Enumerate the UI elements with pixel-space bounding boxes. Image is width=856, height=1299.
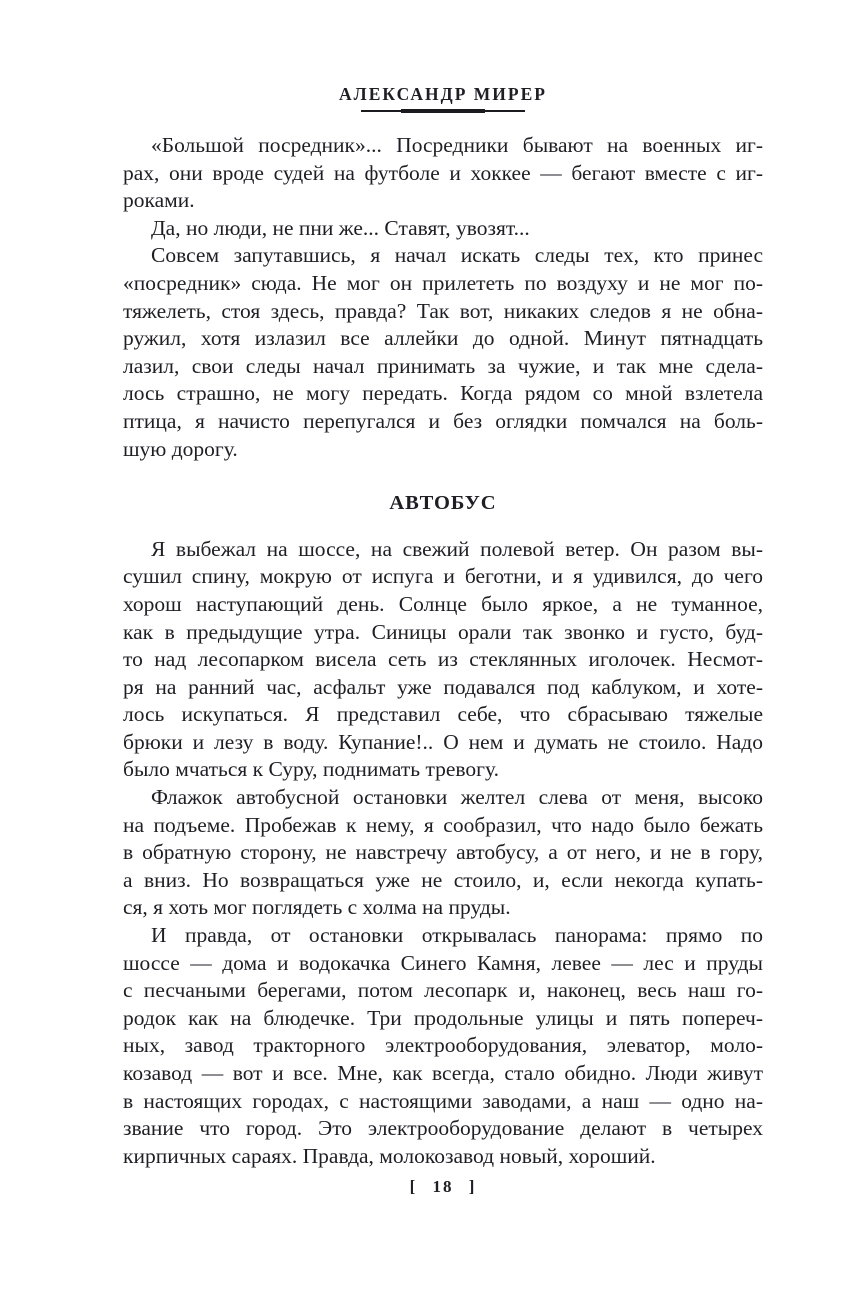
- text-line: И правда, от остановки открывалась панорама: прямо по: [151, 923, 763, 948]
- page-number: [ 18 ]: [409, 1177, 477, 1196]
- text-line: ся, я хоть мог поглядеть с холма на пруды.: [123, 895, 511, 920]
- text-line: брюки и лезу в воду. Купание!.. О нем и думать не стоило. Надо: [123, 729, 763, 754]
- text-line: ружил, хотя излазил все аллейки до одной. Минут пятнадцать: [123, 326, 763, 351]
- text-line: козавод — вот и все. Мне, как всегда, стало обидно. Люди живут: [123, 1061, 763, 1085]
- paragraph: [123, 784, 763, 922]
- text-line: хорош наступающий день. Солнце было яркое, а не туманное,: [123, 591, 763, 616]
- text-line: в настоящих городах, с настоящими заводами, а наш — одно на-: [123, 1088, 763, 1113]
- text-line: птица, я начисто перепугался и без оглядки помчался на боль-: [123, 408, 763, 433]
- text-line: шоссе — дома и водокачка Синего Камня, левее — лес и пруды: [123, 950, 763, 975]
- text-line: родок как на блюдечке. Три продольные улицы и пять попереч-: [123, 1005, 763, 1030]
- text-column: [123, 132, 763, 1170]
- text-line: то над лесопарком висела сеть из стеклянных иголочек. Несмот-: [123, 647, 763, 672]
- text-line: а вниз. Но возвращаться уже не стоило, и, если некогда купать-: [123, 867, 763, 892]
- text-line: было мчаться к Суру, поднимать тревогу.: [123, 757, 499, 782]
- text-line: «Большой посредник»... Посредники бывают на военных иг-: [151, 133, 763, 157]
- text-line: лось искупаться. Я представил себе, что сбрасываю тяжелые: [123, 702, 763, 727]
- paragraph: [123, 242, 763, 463]
- text-line: на подъеме. Пробежав к нему, я сообразил, что надо было бежать: [123, 812, 763, 837]
- text-line: Флажок автобусной остановки желтел слева от меня, высоко: [151, 785, 763, 810]
- paragraph: [123, 536, 763, 784]
- text-line: шую дорогу.: [123, 436, 238, 461]
- text-line: лось страшно, не могу передать. Когда рядом со мной взлетела: [123, 381, 763, 406]
- text-line: сушил спину, мокрую от испуга и беготни, и я удивился, до чего: [123, 564, 763, 589]
- text-line: кирпичных сараях. Правда, молокозавод новый, хороший.: [123, 1143, 656, 1168]
- text-line: тяжелеть, стоя здесь, правда? Так вот, никаких следов я не обна-: [123, 298, 763, 323]
- text-line: как в предыдущие утра. Синицы орали так звонко и густо, буд-: [123, 619, 763, 644]
- paragraph: [123, 215, 763, 243]
- text-line: ря на ранний час, асфальт уже подавался под каблуком, и хоте-: [123, 674, 763, 699]
- text-line: рах, они вроде судей на футболе и хоккее — бегают вместе с иг-: [123, 160, 763, 185]
- paragraph: [123, 132, 763, 215]
- text-line: с песчаными берегами, потом лесопарк и, наконец, весь наш го-: [123, 978, 763, 1003]
- text-line: Совсем запутавшись, я начал искать следы тех, кто принес: [151, 243, 763, 268]
- text-line: ных, завод тракторного электрооборудования, элеватор, моло-: [123, 1033, 763, 1058]
- text-line: лазил, свои следы начал принимать за чужие, и так мне сдела-: [123, 353, 763, 378]
- text-line: роками.: [123, 188, 195, 213]
- text-line: звание что город. Это электрооборудование делают в четырех: [123, 1116, 763, 1141]
- header-ornament-rule: [361, 108, 525, 114]
- paragraph: [123, 922, 763, 1170]
- ornament-thick-bar: [401, 109, 485, 113]
- running-head: АЛЕКСАНДР МИРЕР: [339, 84, 547, 104]
- text-line: «посредник» сюда. Не мог он прилететь по воздуху и не мог по-: [123, 270, 763, 295]
- section-heading: АВТОБУС: [389, 492, 497, 515]
- text-line: Да, но люди, не пни же... Ставят, увозят...: [151, 215, 530, 240]
- text-line: в обратную сторону, не навстречу автобусу, а от него, и не в гору,: [123, 840, 763, 865]
- text-line: Я выбежал на шоссе, на свежий полевой ветер. Он разом вы-: [151, 536, 763, 561]
